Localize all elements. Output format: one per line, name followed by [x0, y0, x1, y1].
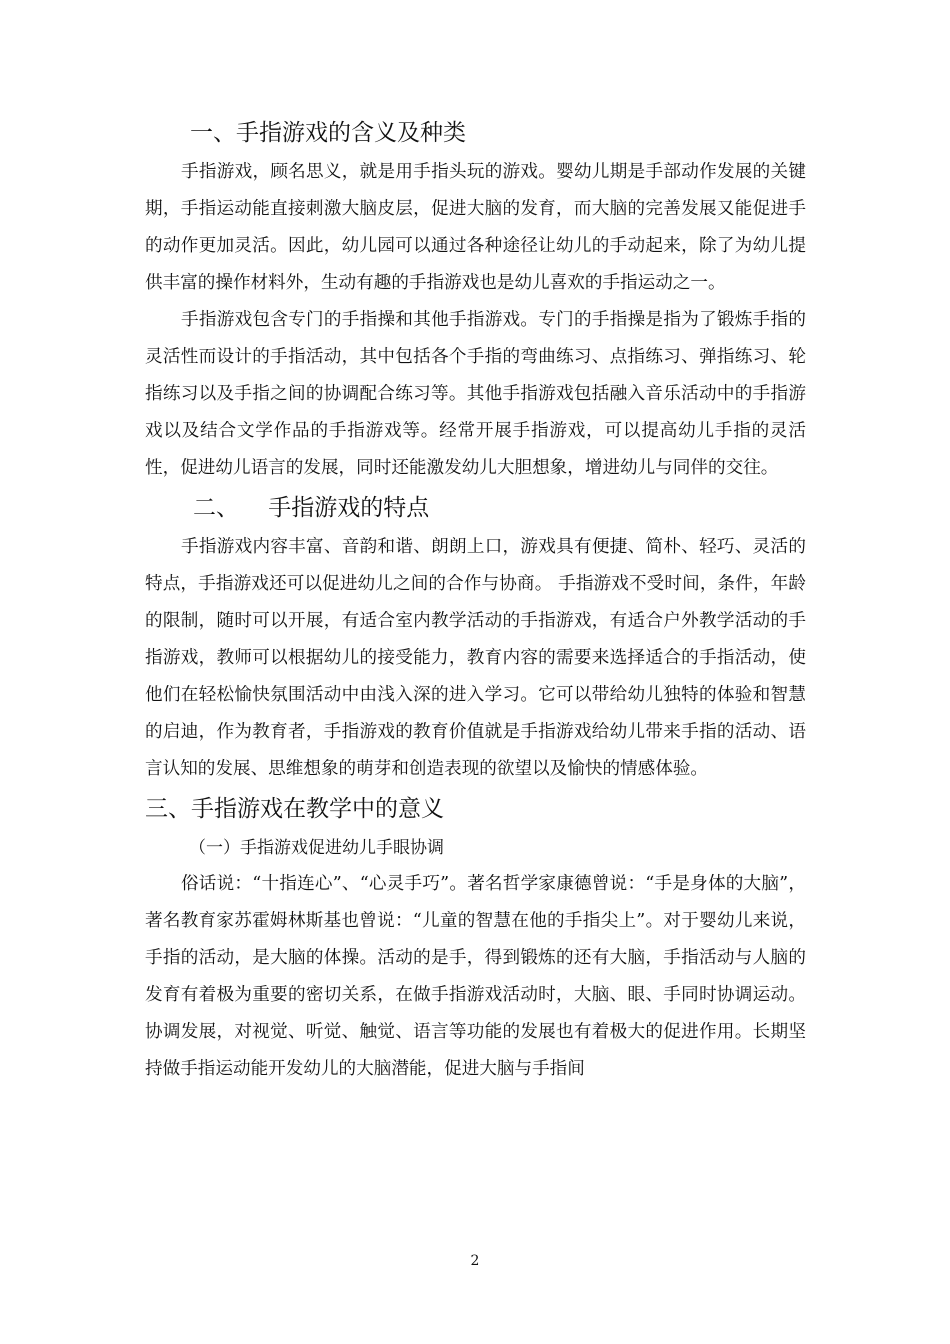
section-1-paragraph-2: 手指游戏包含专门的手指操和其他手指游戏。专门的手指操是指为了锻炼手指的灵活性而设计的手指活动，其中包括各个手指的弯曲练习、点指练习、弹指练习、轮指练习以及手指之间的协调配合练习等。其他手指游戏包括融入音乐活动中的手指游戏以及结合文学作品的手指游戏等。经常开展手指游戏，可以提高幼儿手指的灵活性，促进幼儿语言的发展，同时还能激发幼儿大胆想象，增进幼儿与同伴的交往。	[145, 310, 806, 478]
section-heading-2: 二、 手指游戏的特点	[193, 495, 430, 521]
page-number: 2	[470, 1253, 480, 1269]
page-content	[145, 112, 806, 1088]
section-2-paragraph-1: 手指游戏内容丰富、音韵和谐、朗朗上口，游戏具有便捷、简朴、轻巧、灵活的特点，手指游戏还可以促进幼儿之间的合作与协商。 手指游戏不受时间，条件，年龄的限制，随时可以开展，有适合室内教学活动的手指游戏，有适合户外教学活动的手指游戏，教师可以根据幼儿的接受能力，教育内容的需要来选择适合的手指活动，使他们在轻松愉快氛围活动中由浅入深的进入学习。它可以带给幼儿独特的体验和智慧的启迪，作为教育者，手指游戏的教育价值就是手指游戏给幼儿带来手指的活动、语言认知的发展、思维想象的萌芽和创造表现的欲望以及愉快的情感体验。	[145, 537, 806, 779]
section-heading-3: 三、手指游戏在教学中的意义	[145, 796, 444, 822]
section-1-paragraph-1: 手指游戏，顾名思义，就是用手指头玩的游戏。婴幼儿期是手部动作发展的关键期，手指运动能直接刺激大脑皮层，促进大脑的发育，而大脑的完善发展又能促进手的动作更加灵活。因此，幼儿园可以通过各种途径让幼儿的手动起来，除了为幼儿提供丰富的操作材料外，生动有趣的手指游戏也是幼儿喜欢的手指运动之一。	[145, 162, 806, 293]
subsection-heading-3-1: （一）手指游戏促进幼儿手眼协调	[189, 838, 444, 858]
section-heading-1: 一、手指游戏的含义及种类	[190, 120, 466, 146]
section-3-paragraph-1: 俗话说：“十指连心”、“心灵手巧”。著名哲学家康德曾说：“手是身体的大脑”，著名教育家苏霍姆林斯基也曾说：“儿童的智慧在他的手指尖上”。对于婴幼儿来说，手指的活动，是大脑的体操。活动的是手，得到锻炼的还有大脑，手指活动与人脑的发育有着极为重要的密切关系，在做手指游戏活动时，大脑、眼、手同时协调运动。协调发展，对视觉、听觉、触觉、语言等功能的发展也有着极大的促进作用。长期坚持做手指运动能开发幼儿的大脑潜能，促进大脑与手指间	[145, 874, 806, 1079]
